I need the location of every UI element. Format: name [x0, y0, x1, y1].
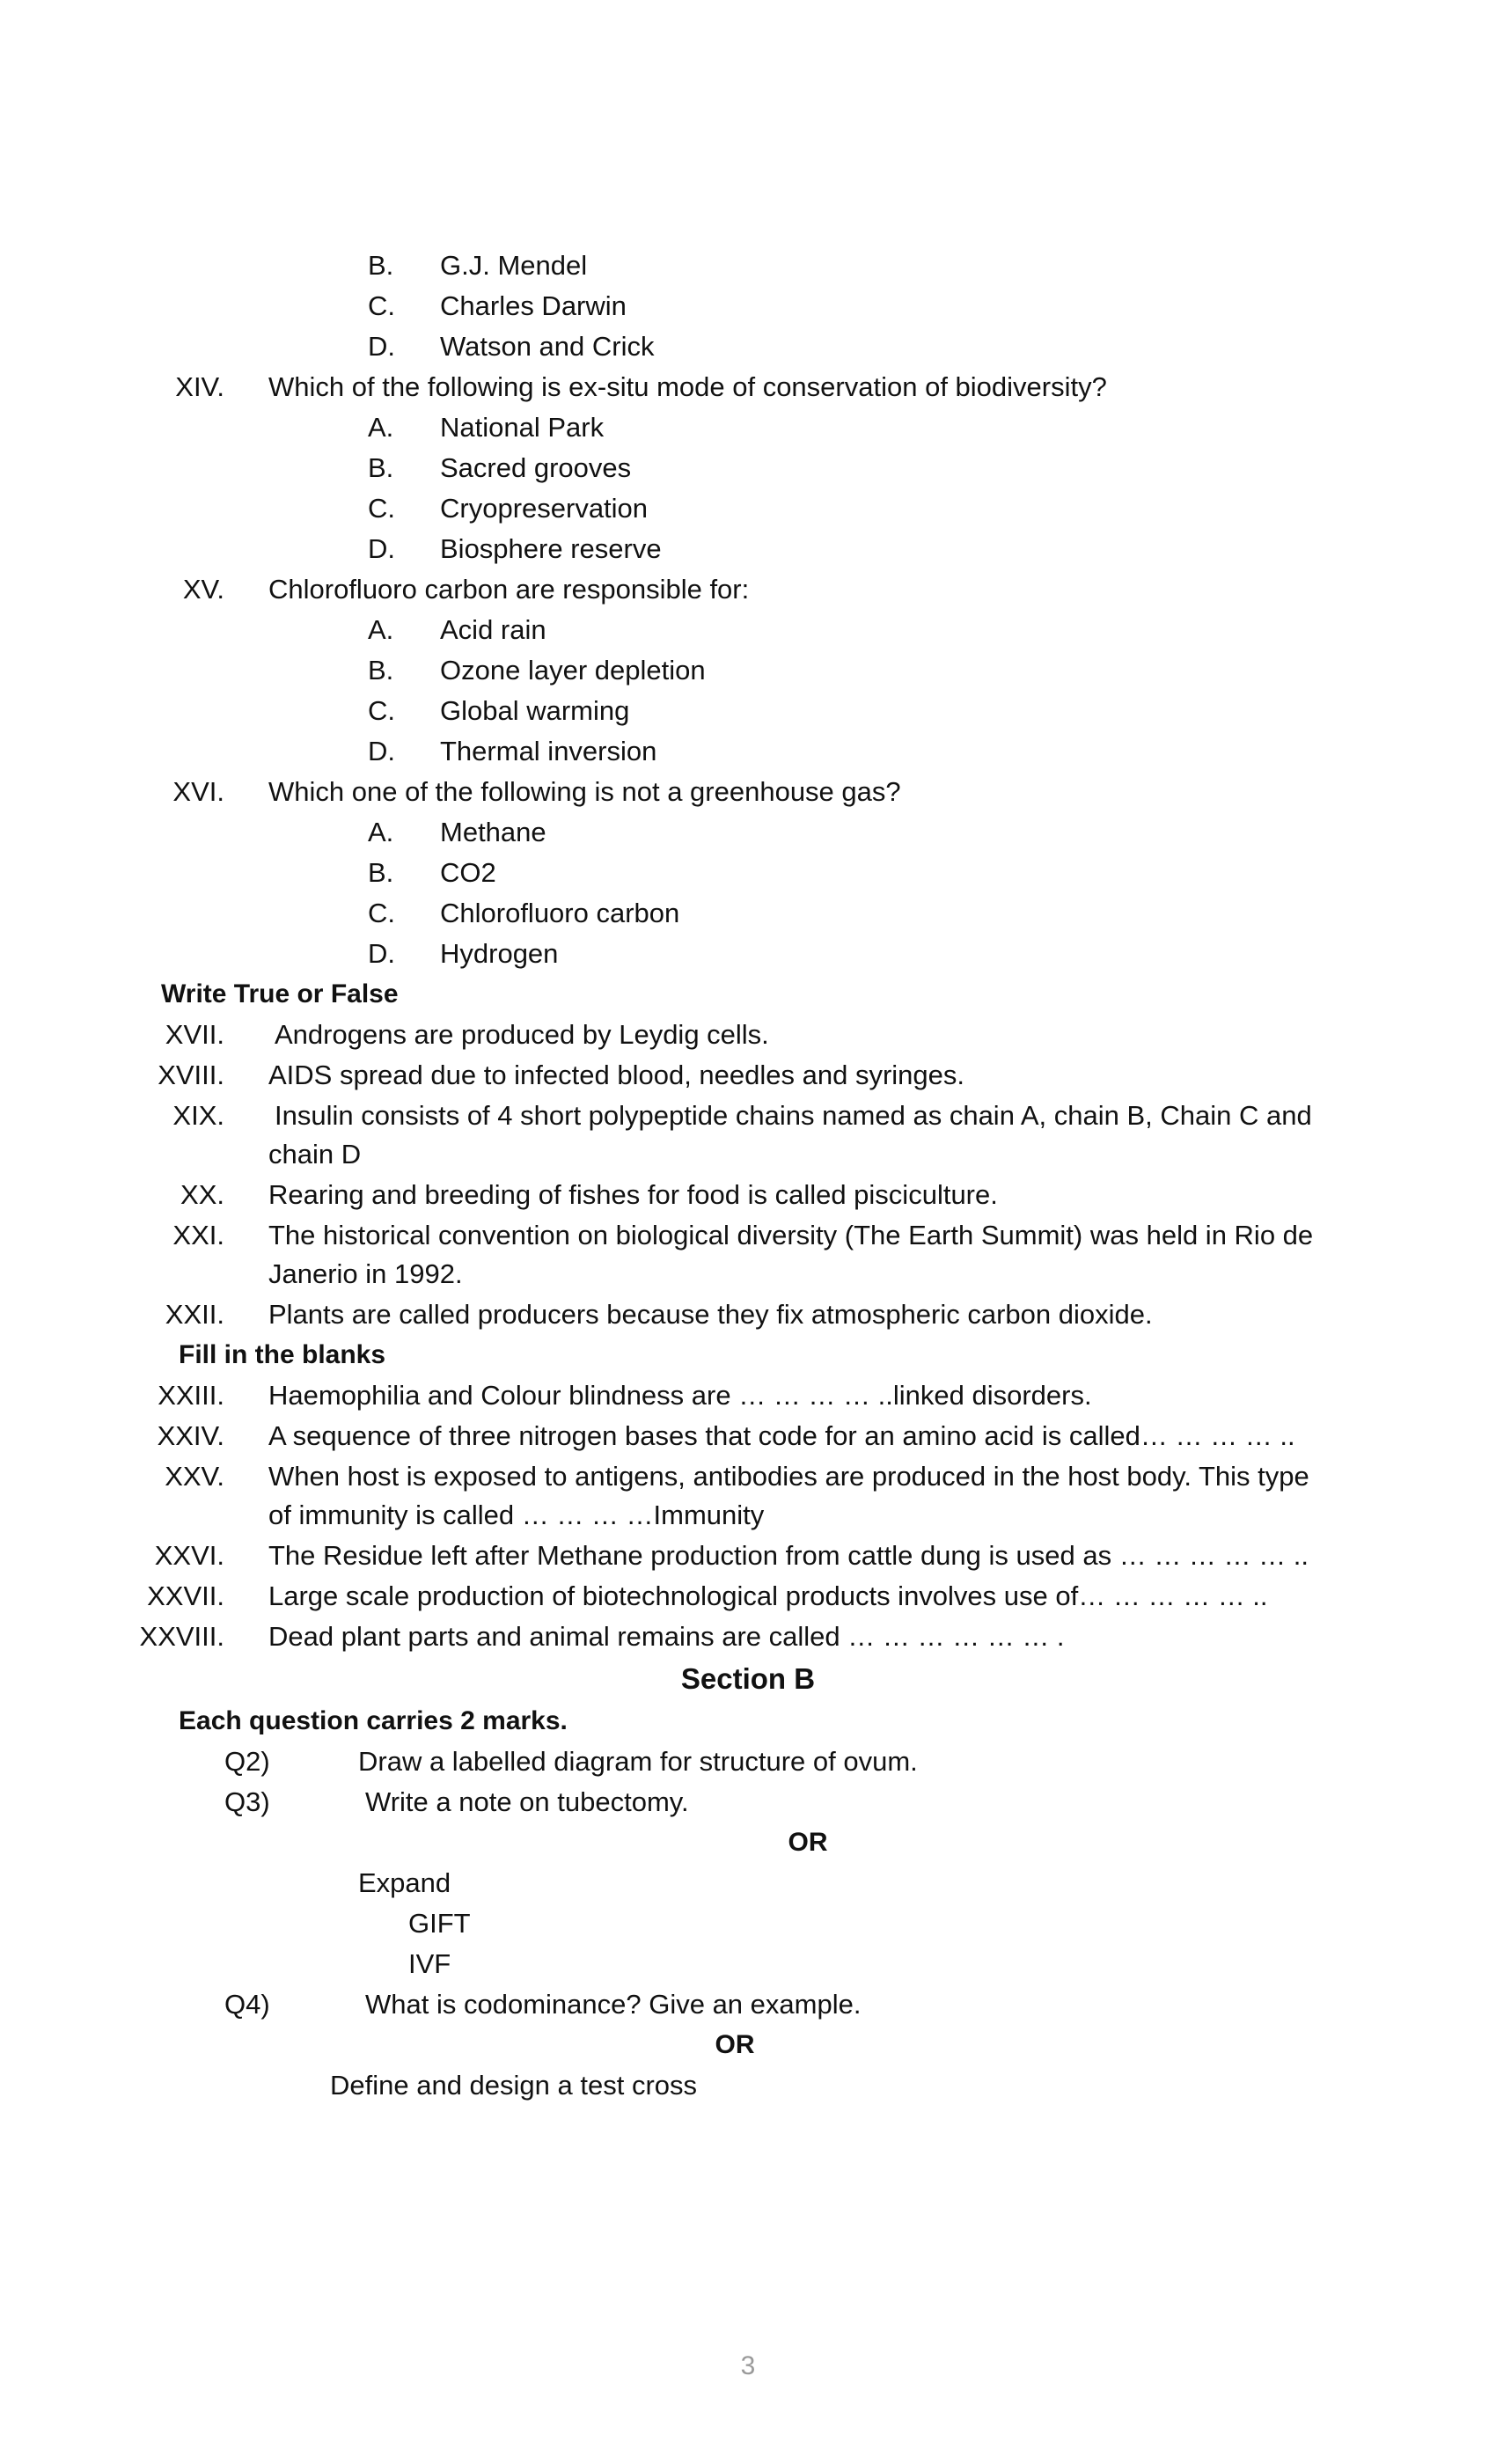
expand-item: IVF	[408, 1948, 451, 1979]
option-text: Methane	[440, 817, 546, 847]
option-text: Charles Darwin	[440, 290, 627, 321]
option-text: Global warming	[440, 695, 630, 726]
option-text: Chlorofluoro carbon	[440, 898, 680, 928]
option-text: CO2	[440, 857, 496, 888]
option-text: Cryopreservation	[440, 493, 649, 524]
or-separator: OR	[715, 2030, 755, 2059]
question-number: XIV.	[175, 371, 224, 402]
question-text: Write a note on tubectomy.	[365, 1786, 689, 1817]
blank-text: When host is exposed to antigens, antibodies are produced in the host body. This type	[268, 1461, 1309, 1492]
option-text: Acid rain	[440, 614, 546, 645]
question-text: Which of the following is ex-situ mode of conservation of biodiversity?	[268, 371, 1107, 402]
question-number: XXIII.	[158, 1380, 224, 1411]
statement-text: Plants are called producers because they fix atmospheric carbon dioxide.	[268, 1299, 1153, 1330]
question-number: XXVIII.	[139, 1621, 224, 1652]
question-number: XIX.	[172, 1100, 224, 1131]
question-number: XX.	[180, 1179, 224, 1210]
statement-text: Rearing and breeding of fishes for food is called pisciculture.	[268, 1179, 998, 1210]
blank-text: The Residue left after Methane production from cattle dung is used as … … … … … ..	[268, 1540, 1309, 1571]
statement-text: Androgens are produced by Leydig cells.	[275, 1019, 769, 1050]
true-false-heading: Write True or False	[161, 979, 399, 1008]
option-text: G.J. Mendel	[440, 250, 588, 281]
option-letter: A.	[368, 614, 394, 645]
question-number: XXIV.	[157, 1420, 224, 1451]
question-text: Chlorofluoro carbon are responsible for:	[268, 574, 750, 605]
option-text: Ozone layer depletion	[440, 655, 706, 686]
option-letter: D.	[368, 736, 395, 766]
blank-text: of immunity is called … … … …Immunity	[268, 1500, 765, 1530]
expand-label: Expand	[358, 1867, 451, 1898]
statement-text: The historical convention on biological diversity (The Earth Summit) was held in Rio de	[268, 1220, 1314, 1250]
blank-text: Haemophilia and Colour blindness are … … … … ..linked disorders.	[268, 1380, 1092, 1411]
section-b-note: Each question carries 2 marks.	[179, 1706, 568, 1735]
option-letter: B.	[368, 655, 394, 686]
question-number: XXII.	[165, 1299, 224, 1330]
section-b-title: Section B	[680, 1662, 816, 1695]
statement-text: Janerio in 1992.	[268, 1258, 463, 1289]
option-text: Sacred grooves	[440, 452, 632, 483]
question-number: XXI.	[172, 1220, 224, 1250]
option-letter: C.	[368, 493, 395, 524]
option-letter: D.	[368, 331, 395, 362]
question-number: XVI.	[172, 776, 224, 807]
option-letter: C.	[368, 290, 395, 321]
question-text: What is codominance? Give an example.	[365, 1989, 862, 2020]
option-letter: C.	[368, 695, 395, 726]
option-letter: A.	[368, 817, 394, 847]
option-letter: C.	[368, 898, 395, 928]
question-number: Q2)	[224, 1746, 270, 1777]
option-text: Biosphere reserve	[440, 533, 662, 564]
option-letter: A.	[368, 412, 394, 443]
option-letter: D.	[368, 533, 395, 564]
question-number: XXVI.	[154, 1540, 224, 1571]
blank-text: Dead plant parts and animal remains are called … … … … … … .	[268, 1621, 1065, 1652]
option-letter: B.	[368, 452, 394, 483]
option-letter: D.	[368, 938, 395, 969]
question-number: XV.	[182, 574, 224, 605]
fill-blanks-heading: Fill in the blanks	[179, 1340, 386, 1369]
option-letter: B.	[368, 250, 394, 281]
question-number: XVIII.	[158, 1060, 224, 1090]
option-letter: B.	[368, 857, 394, 888]
question-text: Define and design a test cross	[330, 2070, 698, 2101]
question-number: Q4)	[224, 1989, 270, 2020]
blank-text: Large scale production of biotechnological products involves use of… … … … … ..	[268, 1580, 1268, 1611]
option-text: Thermal inversion	[440, 736, 657, 766]
option-text: Hydrogen	[440, 938, 559, 969]
statement-text: Insulin consists of 4 short polypeptide chains named as chain A, chain B, Chain C and	[275, 1100, 1312, 1131]
question-number: XXVII.	[147, 1580, 224, 1611]
option-text: National Park	[440, 412, 605, 443]
expand-item: GIFT	[408, 1908, 471, 1939]
question-number: XVII.	[165, 1019, 224, 1050]
question-text: Which one of the following is not a greenhouse gas?	[268, 776, 901, 807]
blank-text: A sequence of three nitrogen bases that code for an amino acid is called… … … … ..	[268, 1420, 1295, 1451]
option-text: Watson and Crick	[440, 331, 655, 362]
question-text: Draw a labelled diagram for structure of ovum.	[358, 1746, 918, 1777]
question-number: Q3)	[224, 1786, 270, 1817]
page-number: 3	[740, 2351, 756, 2380]
or-separator: OR	[788, 1828, 828, 1857]
statement-text: chain D	[268, 1139, 362, 1170]
statement-text: AIDS spread due to infected blood, needles and syringes.	[268, 1060, 965, 1090]
question-number: XXV.	[165, 1461, 224, 1492]
